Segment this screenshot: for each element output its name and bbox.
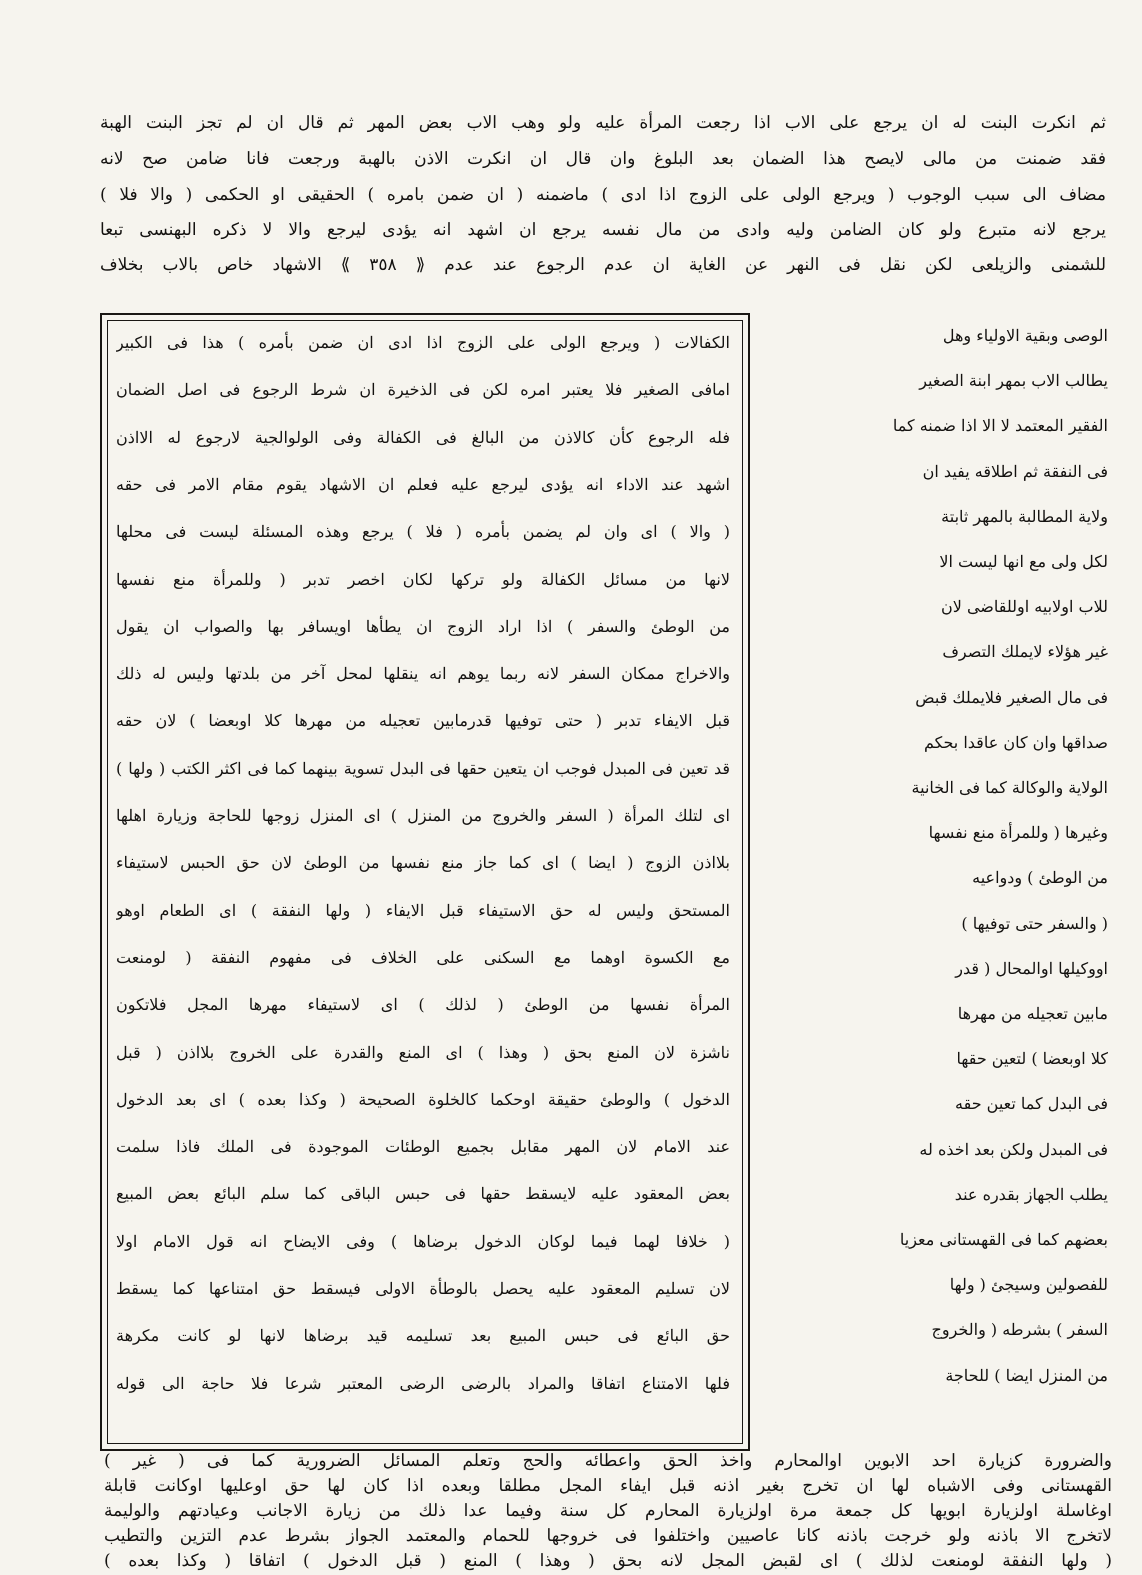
side-text-line: الوصى وبقية الاولياء وهل [942, 326, 1108, 345]
box-text-line: ( خلافا لهما فيما لوكان الدخول برضاها ) وفى الايضاح انه قول الامام اولا [116, 1232, 730, 1251]
text-line: ( ولها النفقة لومنعت لذلك ) اى لقبض المجل لانه بحق ( وهذا ) المنع ( قبل الدخول ) اتفاقا ( وكذا بعده ) [104, 1551, 1112, 1571]
box-text-line: مع الكسوة اوهما مع السكنى على الخلاف فى مفهوم النفقة ( لومنعت [116, 948, 730, 967]
box-text-line: بلااذن الزوج ( ايضا ) اى كما جاز منع نفسها من الوطئ لان حق الحبس لاستيفاء [116, 853, 730, 872]
side-text-line: كلا اوبعضا ) لتعين حقها [956, 1049, 1108, 1068]
box-text-line: لان تسليم المعقود عليه يحصل بالوطأة الاولى فيسقط حق امتناعها كما يسقط [116, 1279, 730, 1298]
text-line: مضاف الى سبب الوجوب ( ويرجع الولى على الزوج اذا ادى ) ماضمنه ( ان ضمن بامره ) الحقيقى او الحكمى ( والا فلا ) [100, 185, 1106, 205]
side-text-line: يطلب الجهاز بقدره عند [954, 1185, 1108, 1204]
side-text-line: ولاية المطالبة بالمهر ثابتة [941, 507, 1108, 526]
side-text-line: وغيرها ( وللمرأة منع نفسها [928, 823, 1108, 842]
side-text-line: من الوطئ ) ودواعيه [972, 868, 1108, 887]
side-text-line: الفقير المعتمد لا الا اذا ضمنه كما [892, 416, 1108, 435]
side-text-line: يطالب الاب بمهر ابنة الصغير [919, 371, 1108, 390]
text-line: فقد ضمنت من مالى لايصح هذا الضمان بعد البلوغ وان قال ان انكرت الاذن بالهبة ورجعت فانا ضامن صح لانه [100, 149, 1106, 169]
text-line: ثم انكرت البنت له ان يرجع على الاب اذا رجعت المرأة عليه ولو وهب الاب بعض المهر ثم قال ان لم تجز البنت الهبة [100, 113, 1106, 133]
box-text-line: لانها من مسائل الكفالة ولو تركها لكان اخصر تدبر ( وللمرأة منع نفسها [116, 570, 730, 589]
text-line: للشمنى والزيلعى لكن نقل فى النهر عن الغاية ان عدم الرجوع عند عدم ⟪ ٣٥٨ ⟫ الاشهاد خاص بالاب بخلاف [100, 255, 1106, 275]
box-text-line: قد تعين فى المبدل فوجب ان يتعين حقها فى البدل تسوية بينهما كما فى اكثر الكتب ( ولها ) [116, 759, 730, 778]
box-text-line: المستحق وليس له حق الاستيفاء قبل الايفاء ( ولها النفقة ) اى الطعام اوهو [116, 901, 730, 920]
box-text-line: الدخول ) والوطئ حقيقة اوحكما كالخلوة الصحيحة ( وكذا بعده ) اى بعد الدخول [116, 1090, 730, 1109]
side-text-line: اووكيلها اوالمحال ( قدر [955, 959, 1108, 978]
box-text-line: ( والا ) اى وان لم يضمن بأمره ( فلا ) يرجع وهذه المسئلة ليست فى محلها [116, 522, 730, 541]
text-line: لاتخرج الا باذنه ولو خرجت باذنه كانا عاصيين واختلفوا فى خروجها للحمام والمعتمد الجواز بشرط عدم التزين والتطيب [104, 1526, 1112, 1546]
box-text-line: المرأة نفسها من الوطئ ( لذلك ) اى لاستيفاء مهرها المجل فلاتكون [116, 995, 730, 1014]
box-text-line: اشهد عند الاداء انه يؤدى ليرجع عليه فعلم ان الاشهاد يقوم مقام الامر فى حقه [116, 475, 730, 494]
box-text-line: بعض المعقود عليه لايسقط حقها فى حبس الباقى كما سلم البائع بعض المبيع [116, 1184, 730, 1203]
box-text-line: والاخراج ممكان السفر لانه ربما يوهم انه ينقلها لمحل آخر من بلدتها وليس له ذلك [116, 664, 730, 683]
text-line: يرجع لانه متبرع ولو كان الضامن وليه وادى من مال نفسه يرجع ان اشهد انه يؤدى ليرجع والا لا ذكره البهنسى تبعا [100, 220, 1106, 240]
box-text-line: اى لتلك المرأة ( السفر والخروج من المنزل ) اى المنزل زوجها للحاجة وزيارة اهلها [116, 806, 730, 825]
box-text-line: من الوطئ والسفر ) اذا اراد الزوج ان يطأها اويسافر بها والصواب ان يقول [116, 617, 730, 636]
box-text-line: عند الامام لان المهر مقابل بجميع الوطئات الموجودة فى الملك فاذا سلمت [116, 1137, 730, 1156]
side-text-line: صداقها وان كان عاقدا بحكم [923, 733, 1108, 752]
side-text-line: من المنزل ايضا ) للحاجة [945, 1366, 1108, 1385]
text-line: والضرورة كزيارة احد الابوين اوالمحارم واخذ الحق واعطائه والحج وتعلم المسائل الضرورية كما فى ( غير ) [104, 1451, 1112, 1471]
side-text-line: للفصولين وسيجئ ( ولها [949, 1275, 1108, 1294]
box-text-line: فله الرجوع كأن كالاذن من البالغ فى الكفالة وفى الولوالجية لارجوع له الااذن [116, 428, 730, 447]
side-text-line: السفر ) بشرطه ( والخروج [931, 1320, 1108, 1339]
text-line: القهستانى وفى الاشباه لها ان تخرج بغير اذنه قبل ايفاء المجل مطلقا وبعده اذا كان لها حق اوعليها اوكانت قابلة [104, 1476, 1112, 1496]
box-text-line: امافى الصغير فلا يعتبر امره لكن فى الذخيرة ان شرط الرجوع فى اصل الضمان [116, 380, 730, 399]
side-text-line: غير هؤلاء لايملك التصرف [942, 642, 1108, 661]
side-text-line: للاب اولابيه اوللقاضى لان [940, 597, 1108, 616]
side-text-line: الولاية والوكالة كما فى الخانية [911, 778, 1108, 797]
side-text-line: فى البدل كما تعين حقه [955, 1094, 1108, 1113]
side-text-line: بعضهم كما فى القهستانى معزيا [899, 1230, 1108, 1249]
side-text-line: فى النفقة ثم اطلاقه يفيد ان [922, 462, 1108, 481]
box-text-line: ناشزة لان المنع بحق ( وهذا ) اى المنع والقدرة على الخروج بلااذن ( قبل [116, 1043, 730, 1062]
side-text-line: لكل ولى مع انها ليست الا [939, 552, 1108, 571]
box-text-line: حق البائع فى حبس المبيع بعد تسليمه قيد برضاها لانها لو كانت مكرهة [116, 1326, 730, 1345]
side-text-line: فى مال الصغير فلايملك قبض [915, 688, 1108, 707]
box-text-line: قبل الايفاء تدبر ( حتى توفيها قدرمابين تعجيله من مهرها كلا اوبعضا ) لان حقه [116, 711, 730, 730]
side-text-line: ( والسفر حتى توفيها ) [961, 914, 1108, 933]
box-text-line: فلها الامتناع اتفاقا والمراد بالرضى الرضى المعتبر شرعا فلا حاجة الى قوله [116, 1374, 730, 1393]
side-text-line: مابين تعجيله من مهرها [957, 1004, 1108, 1023]
box-text-line: الكفالات ( ويرجع الولى على الزوج اذا ادى ان ضمن بأمره ) هذا فى الكبير [116, 333, 730, 352]
side-text-line: فى المبدل ولكن بعد اخذه له [919, 1140, 1108, 1159]
text-line: اوغاسلة اولزيارة ابويها كل جمعة مرة اولزيارة المحارم كل سنة وفيما عدا ذلك من زيارة الاجانب وعيادتهم والوليمة [104, 1501, 1112, 1521]
